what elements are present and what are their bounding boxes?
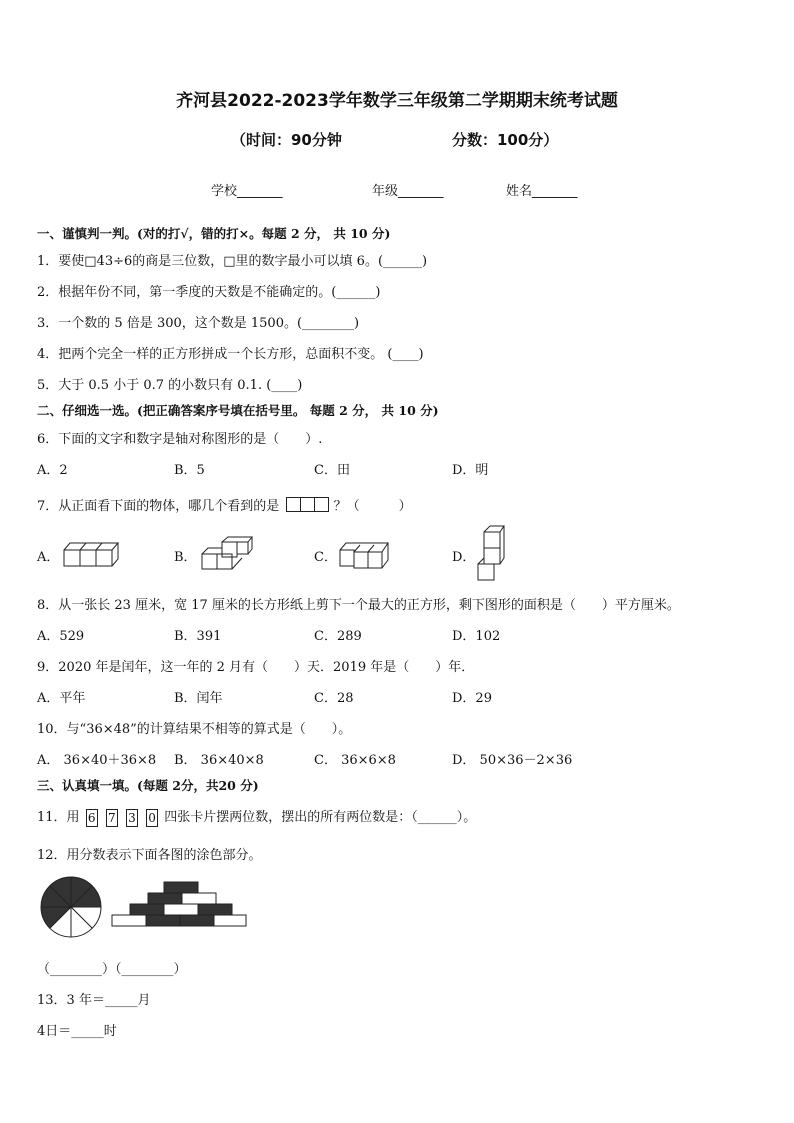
question-11-text: 11．用: [37, 810, 80, 825]
question-13-part-a: 13．3 年＝_____月: [37, 993, 151, 1008]
name-field: 姓名_______: [506, 184, 578, 199]
question-1: 1．要使□43÷6的商是三位数，□里的数字最小可以填 6。(______): [37, 254, 428, 269]
cube-figure-d: [474, 524, 506, 584]
cube-figure-c: [336, 538, 392, 572]
cube-figure-b: [198, 536, 254, 572]
question-8-option-d: D．102: [452, 629, 501, 644]
cube-figure-a: [60, 538, 120, 570]
number-card: 3: [126, 809, 138, 827]
section-1-heading: 一、谨慎判一判。(对的打√，错的打×。每题 2 分， 共 10 分): [37, 226, 391, 241]
school-field: 学校_______: [211, 184, 283, 199]
question-9-option-b: B．闰年: [174, 691, 223, 706]
question-9-option-c: C．28: [314, 691, 354, 706]
question-10-option-d: D． 50×36－2×36: [452, 753, 573, 768]
question-8: 8．从一张长 23 厘米，宽 17 厘米的长方形纸上剪下一个最大的正方形，剩下图形的面积是（ ）平方厘米。: [37, 598, 680, 613]
question-9: 9．2020 年是闰年，这一年的 2 月有（ ）天．2019 年是（ ）年．: [37, 660, 475, 675]
question-10: 10．与“36×48”的计算结果不相等的算式是（ ）。: [37, 722, 352, 737]
question-13-part-b: 4日＝_____时: [37, 1024, 117, 1039]
question-7-bracket: ？（ ）: [333, 499, 412, 514]
question-7-option-a: A．: [37, 550, 60, 565]
question-7-text: 7．从正面看下面的物体，哪几个看到的是: [37, 499, 280, 514]
section-2-heading: 二、仔细选一选。(把正确答案序号填在括号里。 每题 2 分， 共 10 分): [37, 403, 439, 418]
question-7-option-d: D．: [452, 550, 476, 565]
number-card: 0: [146, 809, 158, 827]
question-4: 4．把两个完全一样的正方形拼成一个长方形，总面积不变。 (____): [37, 347, 424, 362]
question-6-option-a: A．2: [37, 463, 68, 478]
question-5: 5．大于 0.5 小于 0.7 的小数只有 0.1. (____): [37, 378, 303, 393]
grade-field: 年级_______: [372, 184, 444, 199]
question-6-option-c: C．田: [314, 463, 350, 478]
question-7-option-c: C．: [314, 550, 337, 565]
shaded-circle-figure: [38, 874, 104, 940]
brick-stack-figure: [108, 880, 248, 936]
question-8-option-a: A．529: [37, 629, 85, 644]
question-11: [37, 806, 476, 827]
exam-time: （时间：90分钟: [231, 131, 342, 149]
question-10-option-c: C． 36×6×8: [314, 753, 396, 768]
section-3-heading: 三、认真填一填。(每题 2分，共20 分): [37, 778, 259, 793]
question-6-option-d: D．明: [452, 463, 489, 478]
question-11-text-end: 四张卡片摆两位数，摆出的所有两位数是：（______）。: [164, 810, 477, 825]
question-10-option-b: B． 36×40×8: [174, 753, 264, 768]
question-12: 12．用分数表示下面各图的涂色部分。: [37, 848, 262, 863]
number-card: 7: [106, 809, 118, 827]
question-8-option-c: C．289: [314, 629, 362, 644]
three-squares-figure: [287, 497, 329, 516]
question-8-option-b: B．391: [174, 629, 222, 644]
question-12-blanks: （________）（________）: [37, 962, 187, 977]
question-6-option-b: B．5: [174, 463, 205, 478]
number-card: 6: [86, 809, 98, 827]
exam-score: 分数：100分）: [452, 131, 559, 149]
question-9-option-d: D．29: [452, 691, 492, 706]
question-9-option-a: A．平年: [37, 691, 86, 706]
question-10-option-a: A． 36×40＋36×8: [37, 753, 157, 768]
question-2: 2．根据年份不同，第一季度的天数是不能确定的。(______): [37, 285, 381, 300]
question-7-option-b: B．: [174, 550, 197, 565]
question-6: 6．下面的文字和数字是轴对称图形的是（ ）.: [37, 432, 323, 447]
question-7: [37, 495, 412, 516]
exam-title: 齐河县2022-2023学年数学三年级第二学期期末统考试题: [176, 91, 618, 111]
question-3: 3．一个数的 5 倍是 300，这个数是 1500。(________): [37, 316, 360, 331]
